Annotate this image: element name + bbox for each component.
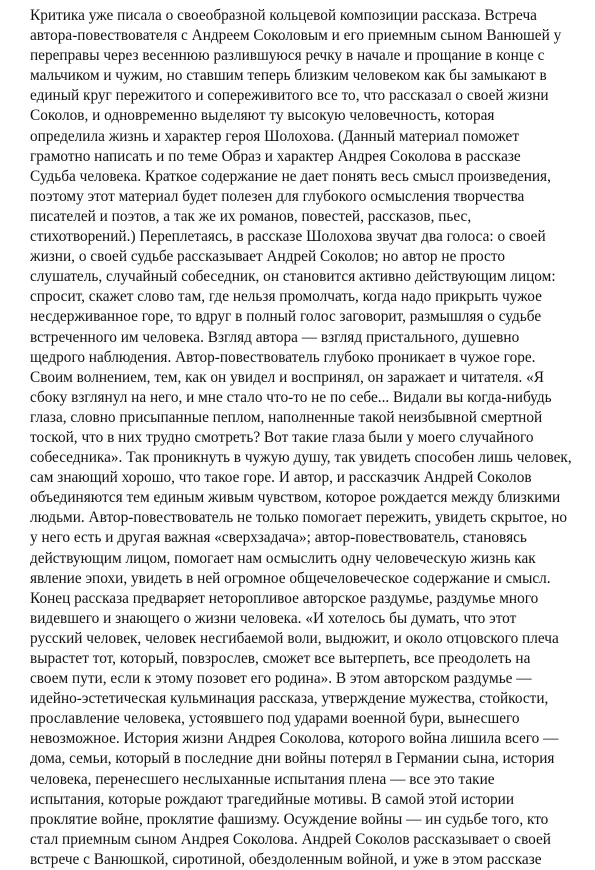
text-line: собеседника». Так проникнуть в чужую душу, так увидеть способен лишь человек,	[30, 449, 572, 467]
text-line: у него есть и другая важная «сверхзадача»; автор-повествователь, становясь	[30, 529, 527, 547]
text-line: объединяются тем единым живым чувством, которое рождается между близкими	[30, 489, 561, 507]
text-line: несдерживанное горе, то вдруг в полный голос заговорит, размышляя о судьбе	[30, 308, 542, 326]
text-line: своем пути, если к этому позовет его родина». В этом авторском раздумье —	[30, 670, 532, 688]
text-line: жизни, о своей судьбе рассказывает Андрей Соколов; но автор не просто	[30, 248, 505, 266]
text-line: сбоку взглянул на него, и мне стало что-то не по себе... Видали вы когда-нибудь	[30, 388, 552, 406]
text-line: Критика уже писала о своеобразной кольцевой композиции рассказа. Встреча	[30, 7, 537, 24]
text-line: дома, семьи, который в последние дни войны потерял в Германии сына, история	[30, 750, 555, 768]
text-line: испытания, которые рождают трагедийные мотивы. В самой этой истории	[30, 790, 515, 808]
text-line: идейно-эстетическая кульминация рассказа, утверждение мужества, стойкости,	[30, 690, 549, 708]
text-line: проклятие войне, проклятие фашизму. Осуждение войны — ин судьбе того, кто	[30, 810, 549, 828]
text-line: встреченного им человека. Взгляд автора — взгляд пристального, душевно	[30, 328, 520, 346]
text-line: грамотно написать и по теме Образ и характер Андрея Соколова в рассказе	[30, 147, 521, 165]
text-line: прославление человека, устоявшего под ударами военной бури, вынесшего	[30, 710, 520, 728]
text-line: спросит, скажет слово там, где нельзя промолчать, когда надо прикрыть чужое	[30, 288, 542, 306]
text-line: встрече с Ванюшкой, сиротиной, обездоленным войной, и уже в этом рассказе	[30, 850, 542, 868]
text-line: невозможное. История жизни Андрея Соколова, которого война лишила всего —	[30, 730, 559, 748]
text-line: щедрого наблюдения. Автор-повествователь глубоко проникает в чужое горе.	[30, 348, 536, 366]
text-line: людьми. Автор-повествователь не только помогает пережить, увидеть скрытое, но	[30, 509, 568, 527]
text-line: сам знающий хорошо, что такое горе. И автор, и рассказчик Андрей Соколов	[30, 469, 532, 487]
text-line: переправы через весеннюю разлившуюся речку в начале и прощание в конце с	[30, 47, 545, 65]
text-line: действующим лицом, помогает нам осмыслить одну человеческую жизнь как	[30, 549, 536, 567]
body-text	[30, 6, 586, 870]
text-line: Своим волнением, тем, как он увидел и воспринял, он заражает и читателя. «Я	[30, 368, 544, 386]
text-line: слушатель, случайный собеседник, он становится активно действующим лицом:	[30, 268, 556, 286]
text-line: Соколов, и одновременно выделяют ту высокую человечность, которая	[30, 107, 495, 125]
text-line: видевшего и знающего о жизни человека. «И хотелось бы думать, что этот	[30, 609, 517, 627]
text-line: явление эпохи, увидеть в ней огромное общечеловеческое содержание и смысл.	[30, 569, 551, 587]
text-line: русский человек, человек несгибаемой воли, выдюжит, и около отцовского плеча	[30, 629, 559, 647]
text-line: определила жизнь и характер героя Шолохова. (Данный материал поможет	[30, 127, 520, 145]
text-line: стихотворений.) Переплетаясь, в рассказе Шолохова звучат два голоса: о своей	[30, 228, 546, 246]
text-line: человека, перенесшего неслыханные испытания плена — все это такие	[30, 770, 495, 788]
text-line: автора-повествователя с Андреем Соколовым и его приемным сыном Ванюшей у	[30, 27, 562, 45]
text-line: Судьба человека. Краткое содержание не дает понять весь смысл произведения,	[30, 167, 551, 185]
text-line: стал приемным сыном Андрея Соколова. Андрей Соколов рассказывает о своей	[30, 830, 551, 848]
text-line: тоской, что в них трудно смотреть? Вот такие глаза были у моего случайного	[30, 428, 534, 446]
text-line: глаза, словно присыпанные пеплом, наполненные такой неизбывной смертной	[30, 408, 543, 426]
text-line: писателей и поэтов, а так же их романов, повестей, рассказов, пьес,	[30, 207, 472, 225]
text-line: Конец рассказа предваряет неторопливое авторское раздумье, раздумье много	[30, 589, 539, 607]
text-line: единый круг пережитого и сопереживитого все то, что рассказал о своей жизни	[30, 87, 549, 105]
text-line: мальчиком и чужим, но ставшим теперь близким человеком как бы замыкают в	[30, 67, 547, 85]
text-line: поэтому этот материал будет полезен для глубокого осмысления творчества	[30, 187, 525, 205]
text-line: вырастет тот, который, повзрослев, сможет все вытерпеть, все преодолеть на	[30, 650, 531, 667]
